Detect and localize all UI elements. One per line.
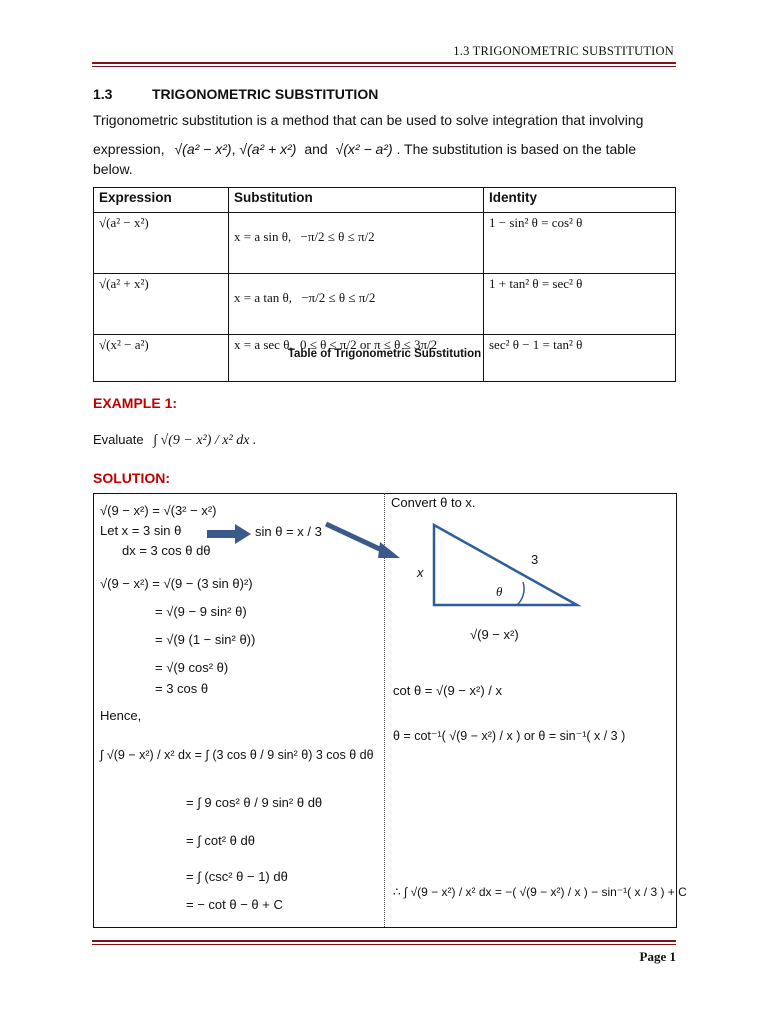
section-number: 1.3 [93, 86, 113, 102]
intro-line-1: Trigonometric substitution is a method that can be used to solve integration that involving [93, 112, 644, 128]
row3-expression: √(x² − a²) [94, 335, 229, 382]
row1-identity: 1 − sin² θ = cos² θ [484, 213, 676, 274]
diagonal-arrow-icon [322, 520, 404, 564]
sol-line-11: = ∫ 9 cos² θ / 9 sin² θ dθ [186, 795, 323, 810]
table-row [94, 274, 676, 335]
header-expression: Expression [94, 188, 229, 213]
sin-relation: sin θ = x / 3 [255, 524, 322, 539]
header-rule [92, 62, 676, 64]
table-caption: Table of Trigonometric Substitution [287, 348, 482, 360]
right-triangle-diagram [425, 520, 585, 612]
intro-expr-2: √(a² + x²) [239, 141, 297, 157]
example-statement [93, 432, 256, 449]
sol-line-2: Let x = 3 sin θ [100, 523, 182, 538]
page-number: Page 1 [639, 949, 676, 964]
sol-line-8: = 3 cos θ [155, 681, 209, 696]
sol-line-3: dx = 3 cos θ dθ [122, 543, 211, 558]
final-answer: ∴ ∫ √(9 − x²) / x² dx = −( √(9 − x²) / x ) − sin⁻¹( x / 3 ) + C [393, 885, 687, 899]
row3-sub-text: x = a sec θ, [234, 337, 293, 352]
evaluate-word: Evaluate [93, 432, 144, 447]
cot-relation: cot θ = √(9 − x²) / x [393, 683, 503, 698]
row1-range: −π/2 ≤ θ ≤ π/2 [300, 229, 375, 244]
intro-line-2: expression, √(a² − x²), √(a² + x²) and √(x² − a²) . The substitution is based on the table below. [93, 141, 636, 177]
header-rule-thin [92, 66, 676, 67]
header-substitution: Substitution [229, 188, 484, 213]
solution-label: SOLUTION: [93, 470, 170, 486]
row1-sub-text: x = a sin θ, [234, 229, 292, 244]
theta-relations: θ = cot⁻¹( √(9 − x²) / x ) or θ = sin⁻¹( x / 3 ) [393, 729, 626, 743]
row1-substitution [229, 213, 484, 274]
intro-expr-1: √(a² − x²) [174, 141, 232, 157]
intro-prefix: expression, [93, 141, 165, 157]
row2-substitution [229, 274, 484, 335]
row2-expression: √(a² + x²) [94, 274, 229, 335]
section-title: TRIGONOMETRIC SUBSTITUTION [152, 86, 379, 102]
sol-line-6: = √(9 (1 − sin² θ)) [155, 632, 256, 647]
row2-range: −π/2 ≤ θ ≤ π/2 [301, 290, 376, 305]
convert-title: Convert θ to x. [391, 495, 476, 510]
sol-line-1: √(9 − x²) = √(3² − x²) [100, 503, 217, 518]
footer-rule-thin [92, 944, 676, 945]
example-integral: ∫ √(9 − x²) / x² dx . [153, 433, 257, 448]
intro-expr-3: √(x² − a²) [335, 141, 393, 157]
sol-line-4: √(9 − x²) = √(9 − (3 sin θ)²) [100, 576, 253, 591]
row3-range: 0 ≤ θ ≤ π/2 or π ≤ θ ≤ 3π/2 [299, 337, 438, 352]
arrow-right-icon [205, 523, 253, 545]
intro-and: and [304, 141, 328, 157]
sol-line-9: Hence, [100, 708, 142, 723]
sol-line-10: ∫ √(9 − x²) / x² dx = ∫ (3 cos θ / 9 sin² θ) 3 cos θ dθ [100, 748, 374, 762]
sol-line-14: = − cot θ − θ + C [186, 897, 283, 912]
sol-line-12: = ∫ cot² θ dθ [186, 833, 255, 848]
row2-sub-text: x = a tan θ, [234, 290, 292, 305]
triangle-opposite-label: x [417, 565, 424, 580]
sol-line-5: = √(9 − 9 sin² θ) [155, 604, 247, 619]
triangle-angle-label: θ [496, 584, 503, 599]
sol-line-7: = √(9 cos² θ) [155, 660, 229, 675]
triangle-adjacent-label: √(9 − x²) [470, 627, 519, 642]
running-header: 1.3 TRIGONOMETRIC SUBSTITUTION [453, 44, 674, 58]
table-row [94, 213, 676, 274]
intro-suffix: . The substitution is based on the table below. [93, 141, 636, 177]
header-identity: Identity [484, 188, 676, 213]
row2-identity: 1 + tan² θ = sec² θ [484, 274, 676, 335]
row1-expression: √(a² − x²) [94, 213, 229, 274]
triangle-hypotenuse-label: 3 [531, 552, 539, 567]
sol-line-13: = ∫ (csc² θ − 1) dθ [186, 869, 288, 884]
example-label: EXAMPLE 1: [93, 395, 178, 411]
row3-identity: sec² θ − 1 = tan² θ [484, 335, 676, 382]
footer-rule [92, 940, 676, 942]
